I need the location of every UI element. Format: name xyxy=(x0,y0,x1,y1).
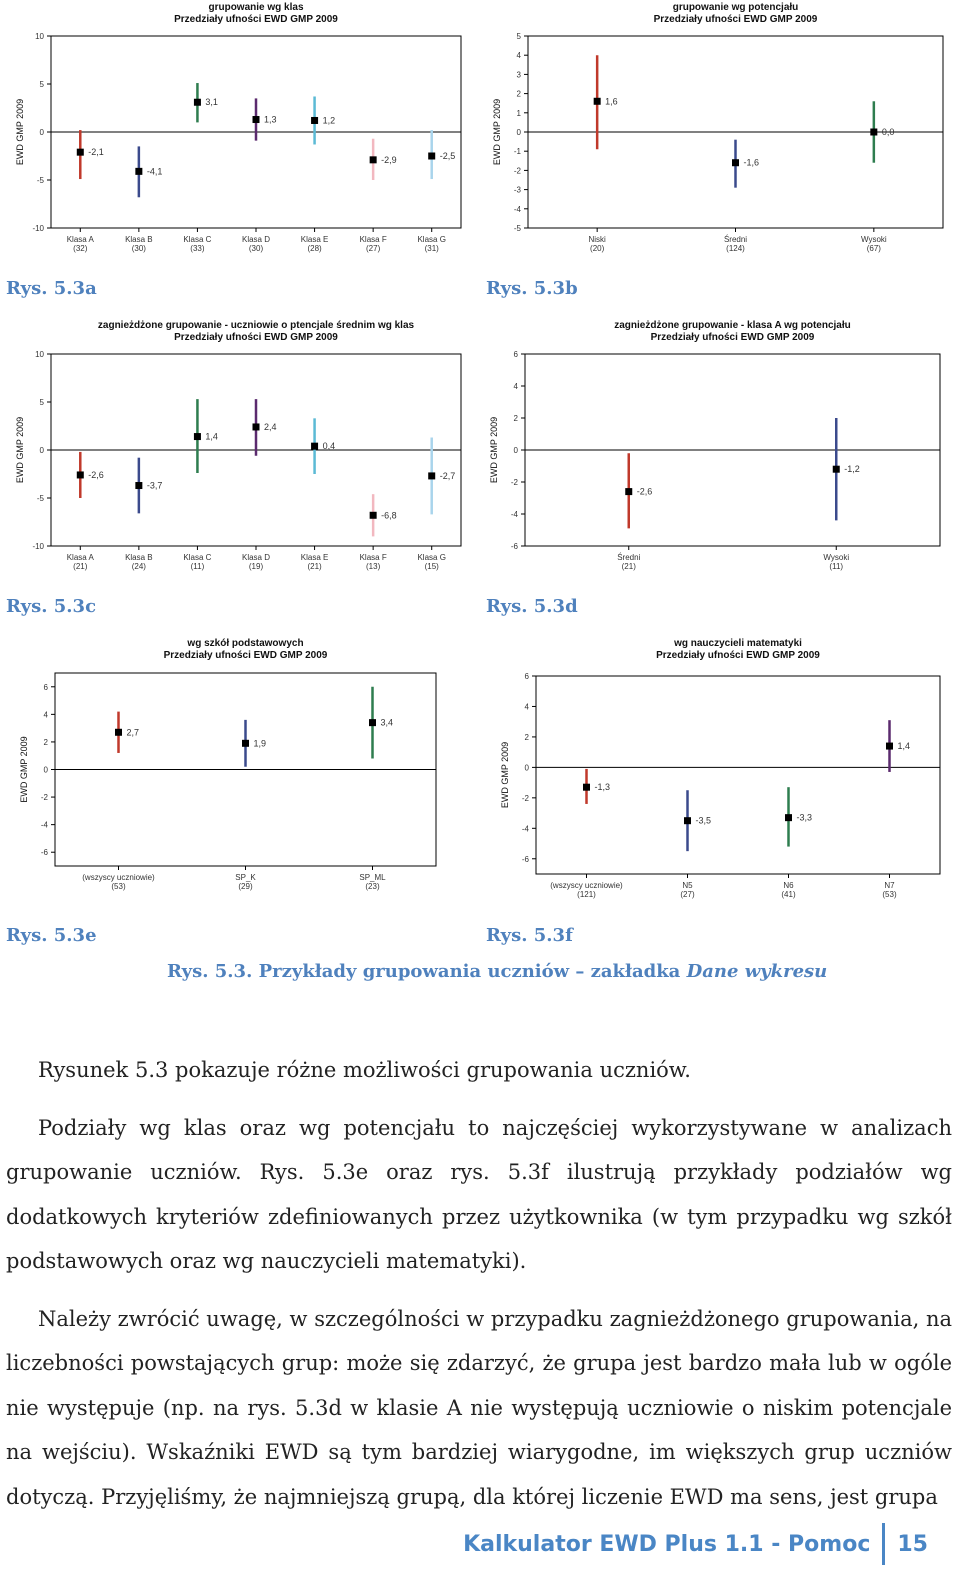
estimate-point xyxy=(242,740,249,747)
y-axis-label: EWD GMP 2009 xyxy=(492,98,502,166)
estimate-point xyxy=(135,168,142,175)
chart-5-3b xyxy=(480,0,960,270)
y-tick-label: -5 xyxy=(513,224,521,233)
caption-5-3c: Rys. 5.3c xyxy=(6,596,97,617)
chart-5-3c xyxy=(0,318,470,590)
data-label: -2,1 xyxy=(88,147,104,158)
y-tick-label: -1 xyxy=(513,147,521,157)
data-label: -1,2 xyxy=(844,464,860,475)
y-tick-label: 0 xyxy=(524,763,529,773)
x-tick-count: (21) xyxy=(621,562,636,571)
x-tick-label: SP_K xyxy=(235,873,256,882)
x-tick-label: Klasa D xyxy=(241,553,271,562)
estimate-point xyxy=(870,129,877,136)
x-tick-label: Klasa B xyxy=(125,553,153,562)
caption-5-3b: Rys. 5.3b xyxy=(486,278,578,299)
x-tick-label: (wszyscy uczniowie) xyxy=(82,873,155,882)
y-tick-label: 0 xyxy=(39,128,44,137)
x-tick-count: (121) xyxy=(577,890,596,899)
data-label: -6,8 xyxy=(381,510,397,521)
estimate-point xyxy=(428,472,435,479)
y-tick-label: 0 xyxy=(43,765,48,775)
x-tick-count: (11) xyxy=(829,562,844,571)
y-axis-label: EWD GMP 2009 xyxy=(500,741,510,809)
figure-caption xyxy=(167,961,827,982)
x-tick-label: Klasa C xyxy=(183,235,212,244)
y-tick-label: 4 xyxy=(524,702,529,712)
y-tick-label: -4 xyxy=(513,204,521,214)
estimate-point xyxy=(370,512,377,519)
data-label: 1,4 xyxy=(205,431,218,442)
chart-svg xyxy=(480,318,960,590)
chart-5-3e xyxy=(0,636,470,898)
chart-title: wg nauczycieli matematyki xyxy=(674,638,802,649)
x-tick-count: (67) xyxy=(866,244,881,253)
chart-subtitle: Przedziały ufności EWD GMP 2009 xyxy=(653,14,818,25)
y-tick-label: 10 xyxy=(35,32,44,41)
caption-5-3f: Rys. 5.3f xyxy=(486,925,573,946)
x-tick-label: Klasa E xyxy=(300,235,329,244)
x-tick-label: Niski xyxy=(588,235,606,244)
y-tick-label: -2 xyxy=(510,478,518,487)
x-tick-count: (27) xyxy=(366,244,381,253)
y-axis-label: EWD GMP 2009 xyxy=(19,736,29,803)
data-label: -3,5 xyxy=(695,815,712,826)
plot-area xyxy=(536,676,940,874)
y-tick-label: 2 xyxy=(513,414,518,423)
estimate-point xyxy=(583,784,590,791)
data-label: 3,4 xyxy=(380,717,394,728)
estimate-point xyxy=(253,423,260,430)
x-tick-count: (30) xyxy=(248,244,264,253)
x-tick-label: Klasa E xyxy=(300,553,329,562)
chart-subtitle: Przedziały ufności EWD GMP 2009 xyxy=(656,650,820,661)
data-label: 2,7 xyxy=(126,727,140,738)
chart-title: wg szkół podstawowych xyxy=(187,638,304,649)
data-label: -3,3 xyxy=(796,812,813,823)
y-tick-label: -10 xyxy=(32,224,44,233)
data-label: -2,7 xyxy=(439,470,456,481)
x-tick-label: Klasa G xyxy=(417,553,446,562)
x-tick-count: (19) xyxy=(248,562,264,571)
x-tick-count: (21) xyxy=(73,562,88,571)
chart-5-3a xyxy=(0,0,470,270)
y-tick-label: 4 xyxy=(513,382,518,391)
data-label: -2,6 xyxy=(88,469,104,480)
y-tick-label: -6 xyxy=(510,542,518,551)
chart-title: zagnieżdżone grupowanie - uczniowie o ptencjale średnim wg klas xyxy=(97,320,415,331)
y-tick-label: -2 xyxy=(40,793,48,803)
x-tick-label: Klasa F xyxy=(359,235,387,244)
chart-title: zagnieżdżone grupowanie - klasa A wg potencjału xyxy=(614,320,851,331)
chart-svg xyxy=(0,636,470,898)
page-footer xyxy=(463,1524,928,1564)
y-tick-label: -4 xyxy=(40,820,48,830)
data-label: 1,9 xyxy=(253,738,267,749)
y-tick-label: 0 xyxy=(513,446,518,455)
x-tick-count: (28) xyxy=(307,244,322,253)
caption-5-3d: Rys. 5.3d xyxy=(486,596,578,617)
estimate-point xyxy=(833,466,840,473)
x-tick-count: (20) xyxy=(590,244,605,253)
y-axis-label: EWD GMP 2009 xyxy=(15,416,25,484)
data-label: -3,7 xyxy=(146,480,163,491)
y-tick-label: 3 xyxy=(516,70,521,80)
y-axis-label: EWD GMP 2009 xyxy=(489,416,499,484)
chart-subtitle: Przedziały ufności EWD GMP 2009 xyxy=(174,14,338,25)
estimate-point xyxy=(369,719,376,726)
estimate-point xyxy=(135,482,142,489)
x-tick-count: (29) xyxy=(238,882,253,891)
y-tick-label: 5 xyxy=(516,32,521,41)
y-tick-label: 5 xyxy=(39,80,44,89)
chart-title: grupowanie wg potencjału xyxy=(672,2,799,13)
x-tick-count: (13) xyxy=(366,562,381,571)
estimate-point xyxy=(311,117,318,124)
chart-subtitle: Przedziały ufności EWD GMP 2009 xyxy=(163,650,328,661)
x-tick-label: Wysoki xyxy=(860,235,887,244)
x-tick-count: (53) xyxy=(882,890,897,899)
footer-title: Kalkulator EWD Plus 1.1 - Pomoc xyxy=(463,1531,871,1557)
footer-divider xyxy=(882,1523,885,1565)
estimate-point xyxy=(625,488,632,495)
x-tick-label: Klasa A xyxy=(66,235,94,244)
data-label: 1,4 xyxy=(897,741,911,752)
data-label: -2,6 xyxy=(636,486,653,497)
paragraph-2: Podziały wg klas oraz wg potencjału to najczęściej wykorzystywane w analizach grupowanie uczniów. Rys. 5.3e oraz rys. 5.3f ilustrują przykłady podziałów wg dodatkowych kryteriów zdefiniowanych przez użytkownika (w tym przypadku wg szkół podstawowych oraz wg nauczycieli matematyki). xyxy=(6,1116,952,1274)
estimate-point xyxy=(194,99,201,106)
estimate-point xyxy=(428,153,435,160)
data-label: -4,1 xyxy=(146,166,163,177)
estimate-point xyxy=(732,159,739,166)
chart-svg xyxy=(480,0,960,270)
x-tick-count: (15) xyxy=(424,562,439,571)
y-tick-label: -3 xyxy=(513,185,521,195)
x-tick-count: (124) xyxy=(726,244,745,253)
y-tick-label: 4 xyxy=(516,51,521,61)
x-tick-count: (23) xyxy=(365,882,380,891)
data-label: 0,4 xyxy=(322,441,336,452)
x-tick-label: Klasa G xyxy=(417,235,446,244)
estimate-point xyxy=(370,156,377,163)
x-tick-label: Klasa B xyxy=(125,235,153,244)
x-tick-count: (11) xyxy=(190,562,205,571)
estimate-point xyxy=(684,817,691,824)
x-tick-label: Średni xyxy=(723,235,748,244)
y-tick-label: 0 xyxy=(39,446,44,455)
y-axis-label: EWD GMP 2009 xyxy=(15,98,25,166)
data-label: 1,6 xyxy=(605,96,618,107)
estimate-point xyxy=(311,443,318,450)
x-tick-count: (24) xyxy=(131,562,146,571)
x-tick-label: N5 xyxy=(682,881,693,890)
y-tick-label: -5 xyxy=(36,176,44,185)
y-tick-label: -5 xyxy=(36,494,44,503)
y-tick-label: 1 xyxy=(516,108,521,118)
y-tick-label: 2 xyxy=(524,732,529,742)
x-tick-count: (41) xyxy=(781,890,796,899)
x-tick-count: (53) xyxy=(111,882,126,891)
x-tick-count: (31) xyxy=(424,244,439,253)
paragraph-3: Należy zwrócić uwagę, w szczególności w przypadku zagnieżdżonego grupowania, na liczebności powstających grup: może się zdarzyć, że grupa jest bardzo mała lub w ogóle nie występuje (np. na rys. 5.3d w klasie A nie występują uczniowie o niskim potencjale na wejściu). Wskaźniki EWD są tym bardziej wiarygodne, im większych grup uczniów dotyczą. Przyjęliśmy, że najmniejszą grupą, dla której liczenie EWD ma sens, jest grupa xyxy=(6,1307,952,1509)
chart-subtitle: Przedziały ufności EWD GMP 2009 xyxy=(650,332,815,343)
data-label: -1,3 xyxy=(594,782,611,793)
chart-svg xyxy=(0,318,470,590)
y-tick-label: 10 xyxy=(35,350,44,359)
y-tick-label: -2 xyxy=(521,793,529,803)
data-label: 1,2 xyxy=(322,115,336,126)
x-tick-count: (30) xyxy=(131,244,146,253)
y-tick-label: -4 xyxy=(521,824,529,834)
data-label: 1,3 xyxy=(264,114,277,125)
y-tick-label: -2 xyxy=(513,166,521,176)
x-tick-label: Klasa F xyxy=(359,553,387,562)
x-tick-label: N6 xyxy=(783,881,794,890)
chart-svg xyxy=(0,0,470,270)
caption-5-3a: Rys. 5.3a xyxy=(6,278,97,299)
estimate-point xyxy=(594,98,601,105)
caption-5-3e: Rys. 5.3e xyxy=(6,925,97,946)
chart-title: grupowanie wg klas xyxy=(208,2,304,13)
estimate-point xyxy=(886,743,893,750)
paragraph-1: Rysunek 5.3 pokazuje różne możliwości grupowania uczniów. xyxy=(38,1058,691,1082)
chart-subtitle: Przedziały ufności EWD GMP 2009 xyxy=(174,332,338,343)
estimate-point xyxy=(115,729,122,736)
x-tick-label: N7 xyxy=(884,881,895,890)
y-tick-label: -6 xyxy=(521,854,529,864)
y-tick-label: 6 xyxy=(513,350,518,359)
data-label: -2,5 xyxy=(439,151,456,161)
x-tick-label: Średni xyxy=(617,553,641,562)
x-tick-label: Klasa C xyxy=(183,553,212,562)
y-tick-label: 5 xyxy=(39,398,44,407)
y-tick-label: 6 xyxy=(524,672,529,681)
data-label: -1,6 xyxy=(743,157,760,168)
chart-svg xyxy=(480,636,960,906)
y-tick-label: 0 xyxy=(516,128,521,137)
x-tick-label: (wszyscy uczniowie) xyxy=(550,881,623,890)
figure-caption-prefix: Rys. 5.3. Przykłady grupowania uczniów – zakładka xyxy=(167,961,687,982)
x-tick-label: Klasa D xyxy=(241,235,271,244)
x-tick-count: (27) xyxy=(680,890,695,899)
y-tick-label: 4 xyxy=(43,710,48,720)
estimate-point xyxy=(194,433,201,440)
y-tick-label: -6 xyxy=(40,848,48,858)
y-tick-label: -10 xyxy=(32,542,44,551)
estimate-point xyxy=(77,471,84,478)
page-number: 15 xyxy=(897,1531,928,1557)
data-label: 3,1 xyxy=(205,97,218,108)
x-tick-label: SP_ML xyxy=(359,873,386,882)
y-tick-label: 6 xyxy=(43,682,48,692)
chart-5-3d xyxy=(480,318,960,590)
y-tick-label: 2 xyxy=(516,89,521,99)
x-tick-label: Wysoki xyxy=(823,553,850,562)
data-label: 0,0 xyxy=(881,127,895,137)
estimate-point xyxy=(77,149,84,156)
x-tick-count: (21) xyxy=(307,562,322,571)
x-tick-count: (32) xyxy=(73,244,88,253)
figure-caption-italic: Dane wykresu xyxy=(686,961,828,982)
y-tick-label: -4 xyxy=(510,510,518,519)
y-tick-label: 2 xyxy=(43,737,48,747)
x-tick-count: (33) xyxy=(190,244,205,253)
data-label: -2,9 xyxy=(381,154,397,165)
chart-5-3f xyxy=(480,636,960,906)
data-label: 2,4 xyxy=(264,421,277,432)
estimate-point xyxy=(253,116,260,123)
estimate-point xyxy=(785,814,792,821)
x-tick-label: Klasa A xyxy=(66,553,94,562)
